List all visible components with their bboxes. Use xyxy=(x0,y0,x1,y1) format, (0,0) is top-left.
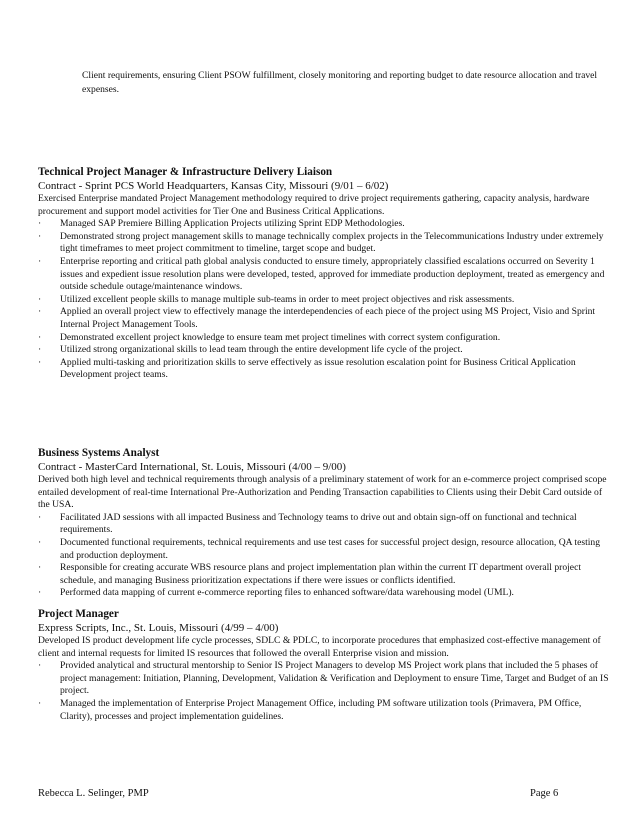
list-item xyxy=(38,332,610,345)
bullet-text: Applied multi-tasking and prioritization skills to serve effectively as issue resolution escalation point for Business Critical Application Development project teams. xyxy=(60,356,576,381)
list-item xyxy=(38,587,610,600)
bullet-icon: · xyxy=(38,536,42,548)
job-title: Business Systems Analyst xyxy=(38,447,160,459)
bullet-text: Facilitated JAD sessions with all impacted Business and Technology teams to drive out and obtain sign-off on functional and technical requirements. xyxy=(60,511,577,536)
footer-author: Rebecca L. Selinger, PMP xyxy=(38,788,149,799)
list-item xyxy=(38,537,610,562)
bullet-text: Managed the implementation of Enterprise Project Management Office, including PM software utilization tools (Primavera, PM Office, Clarity), processes and project implementation guidelines. xyxy=(60,697,582,722)
bullet-text: Documented functional requirements, technical requirements and use test cases for successful project design, resource allocation, QA testing and production deployment. xyxy=(60,536,600,561)
job-title: Technical Project Manager & Infrastructure Delivery Liaison xyxy=(38,166,333,178)
footer-page-number: Page 6 xyxy=(530,788,559,799)
list-item xyxy=(38,231,610,256)
job-title: Project Manager xyxy=(38,608,119,620)
list-item xyxy=(38,294,610,307)
bullet-text: Performed data mapping of current e-commerce reporting files to enhanced software/data warehousing model (UML). xyxy=(60,587,514,599)
list-item xyxy=(38,562,610,587)
list-item xyxy=(38,357,610,382)
list-item xyxy=(38,218,610,231)
bullet-text: Provided analytical and structural mentorship to Senior IS Project Managers to develop MS Project work plans that included the 5 phases of project management: Initiation, Planning, Development, Validation & Verification and Deployment to ensure Time, Target and Budget of an IS project. xyxy=(60,660,609,697)
job-company: Contract - Sprint PCS World Headquarters, Kansas City, Missouri (9/01 – 6/02) xyxy=(38,180,389,192)
list-item xyxy=(38,512,610,537)
bullet-icon: · xyxy=(38,511,42,523)
job-company: Express Scripts, Inc., St. Louis, Missouri (4/99 – 4/00) xyxy=(38,622,279,634)
bullet-text: Applied an overall project view to effectively manage the interdependencies of each piece of the project using MS Project, Visio and Sprint Internal Project Management Tools. xyxy=(60,306,596,330)
bullet-text: Managed SAP Premiere Billing Application Projects utilizing Sprint EDP Methodologies. xyxy=(60,218,405,230)
list-item xyxy=(38,698,610,723)
bullet-list xyxy=(38,218,610,382)
bullet-icon: · xyxy=(38,562,42,574)
bullet-text: Utilized strong organizational skills to lead team through the entire development life cycle of the project. xyxy=(60,344,463,356)
intro-paragraph: Client requirements, ensuring Client PSOW fulfillment, closely monitoring and reporting budget to date resource allocation and travel expenses. xyxy=(82,70,598,95)
job-summary: Developed IS product development life cycle processes, SDLC & PDLC, to incorporate procedures that emphasized cost-effective management of client and internal requests for limited IS resources that followed the overall Enterprise vision and mission. xyxy=(38,635,601,659)
bullet-list xyxy=(38,512,610,600)
bullet-icon: · xyxy=(38,331,42,343)
bullet-icon: · xyxy=(38,306,42,318)
bullet-list xyxy=(38,660,610,723)
list-item xyxy=(38,660,610,698)
job-section-technical-pm xyxy=(38,165,610,382)
list-item xyxy=(38,306,610,331)
bullet-icon: · xyxy=(38,255,42,267)
bullet-icon: · xyxy=(38,230,42,242)
job-summary: Exercised Enterprise mandated Project Management methodology required to drive project requirements gathering, capacity analysis, hardware procurement and support model activities for Tier One and Business Critical Applications. xyxy=(38,193,590,217)
bullet-icon: · xyxy=(38,218,42,230)
bullet-icon: · xyxy=(38,344,42,356)
bullet-icon: · xyxy=(38,356,42,368)
bullet-text: Demonstrated excellent project knowledge to ensure team met project timelines with correct system configuration. xyxy=(60,331,501,343)
bullet-icon: · xyxy=(38,660,42,672)
list-item xyxy=(38,344,610,357)
bullet-icon: · xyxy=(38,587,42,599)
job-section-business-analyst xyxy=(38,446,610,600)
job-summary: Derived both high level and technical requirements through analysis of a preliminary statement of work for an e-commerce project comprised scope entailed development of real-time International Pre-Authorization and Pending Transaction capabilities to Clients using their Debit Card outside of the USA. xyxy=(38,474,607,511)
job-section-project-manager xyxy=(38,607,610,723)
bullet-text: Utilized excellent people skills to manage multiple sub-teams in order to meet project objectives and risk assessments. xyxy=(60,293,515,305)
bullet-icon: · xyxy=(38,697,42,709)
list-item xyxy=(38,256,610,294)
job-company: Contract - MasterCard International, St. Louis, Missouri (4/00 – 9/00) xyxy=(38,461,346,473)
bullet-icon: · xyxy=(38,293,42,305)
bullet-text: Demonstrated strong project management skills to manage technically complex projects in the Telecommunications Industry under extremely tight timeframes to meet project commitment to timeline, target scope and budget. xyxy=(60,230,604,255)
bullet-text: Enterprise reporting and critical path global analysis conducted to ensure timely, appropriately classified escalations occurred on Severity 1 issues and expedient issue resolution plans were developed, tested, approved for immediate production deployment, treated as emergency and outside schedule outage/maintenance windows. xyxy=(60,255,605,293)
bullet-text: Responsible for creating accurate WBS resource plans and project implementation plan within the current IT department overall project schedule, and managing Business prioritization expectations if there were issues or conflicts identified. xyxy=(60,562,581,586)
